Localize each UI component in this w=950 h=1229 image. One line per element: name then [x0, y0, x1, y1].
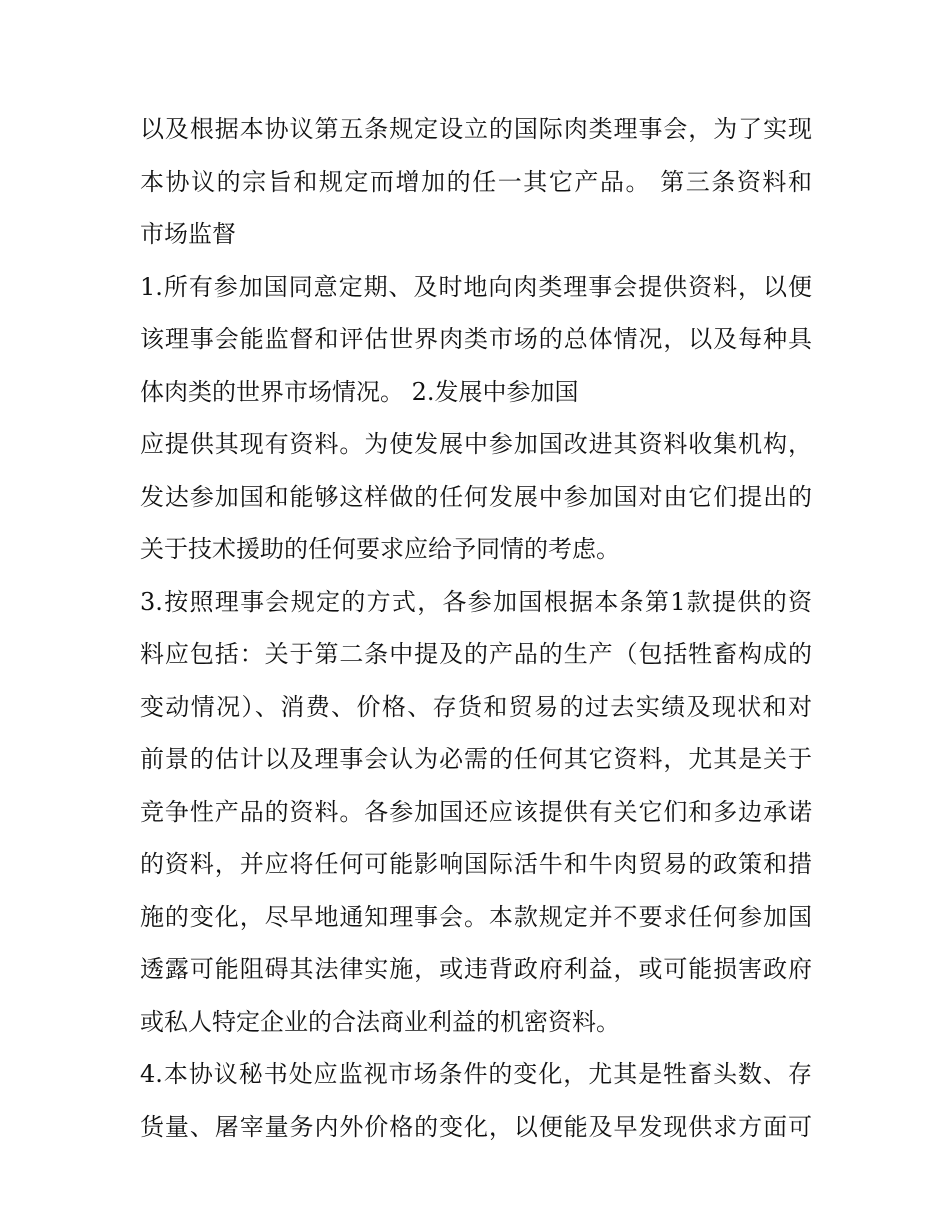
text-line-4: 1.所有参加国同意定期、及时地向肉类理事会提供资料，以便 — [140, 272, 812, 301]
text-line-2: 本协议的宗旨和规定而增加的任一其它产品。 第三条资料和 — [140, 167, 812, 196]
text-line-9: 关于技术援助的任何要求应给予同情的考虑。 — [140, 535, 620, 563]
text-line-3: 市场监督 — [140, 220, 236, 248]
text-line-13: 前景的估计以及理事会认为必需的任何其它资料，尤其是关于 — [140, 745, 812, 773]
text-line-6: 体肉类的世界市场情况。 2.发展中参加国 — [140, 377, 579, 406]
text-line-7: 应提供其现有资料。为使发展中参加国改进其资料收集机构， — [140, 430, 812, 458]
text-line-18: 或私人特定企业的合法商业利益的机密资料。 — [140, 1007, 620, 1036]
text-line-1: 以及根据本协议第五条规定设立的国际肉类理事会，为了实现 — [140, 115, 812, 143]
text-line-20: 货量、屠宰量务内外价格的变化，以便能及早发现供求方面可 — [140, 1112, 812, 1141]
text-line-19: 4.本协议秘书处应监视市场条件的变化，尤其是牲畜头数、存 — [140, 1060, 812, 1088]
text-line-14: 竞争性产品的资料。各参加国还应该提供有关它们和多边承诺 — [140, 797, 812, 826]
text-line-16: 施的变化，尽早地通知理事会。本款规定并不要求任何参加国 — [140, 902, 812, 931]
text-line-15: 的资料，并应将任何可能影响国际活牛和牛肉贸易的政策和措 — [140, 850, 812, 878]
document-page — [140, 110, 812, 1160]
text-line-11: 料应包括：关于第二条中提及的产品的生产（包括牲畜构成的 — [140, 640, 812, 668]
text-line-5: 该理事会能监督和评估世界肉类市场的总体情况，以及每种具 — [140, 325, 812, 353]
text-line-8: 发达参加国和能够这样做的任何发展中参加国对由它们提出的 — [140, 482, 812, 511]
text-line-10: 3.按照理事会规定的方式，各参加国根据本条第1款提供的资 — [140, 587, 812, 616]
text-line-17: 透露可能阻碍其法律实施，或违背政府利益，或可能损害政府 — [140, 955, 812, 983]
text-line-12: 变动情况）、消费、价格、存货和贸易的过去实绩及现状和对 — [140, 692, 812, 721]
